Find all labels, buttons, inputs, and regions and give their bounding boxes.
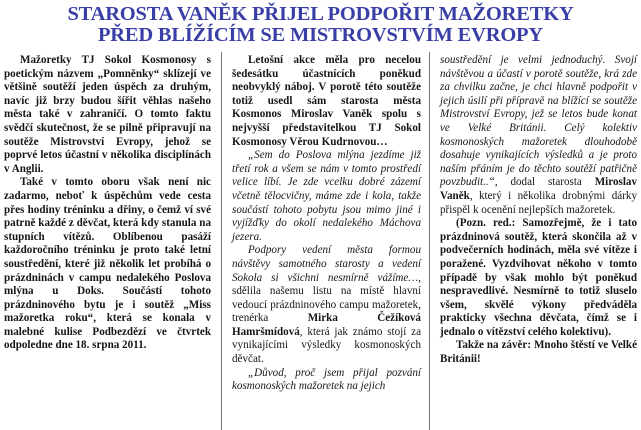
column-2-paragraph-1: Letošní akce měla pro necelou šedesátku účastnících poněkud neobvyklý náboj. V porotě této soutěže totiž usedl sám starosta města Kosmonos Miroslav Vaněk spolu s nejvyšší představitelkou TJ Sokol Kosmonosy Věrou Kudrnovou…: [232, 54, 421, 148]
article-columns: [0, 52, 641, 430]
headline-line-2: PŘED BLÍŽÍCÍM SE MISTROVSTVÍM EVROPY: [97, 24, 543, 46]
mayor-attribution: , dodal starosta: [494, 176, 582, 189]
column-1-paragraph-2: Také v tomto oboru však není nic zadarmo, neboť k úspěchům vede cesta přes hodiny tréninku a dřiny, o čemž ví své patrně každé z děvčat, která kdy stanula na stupních vítězů. Oblíbenou pasáží každoročního tréninku je proto také letní soustředění, které již několik let probíhá o prázdninách v campu nedalekého Poslova mlýna u Doks. Součástí tohoto prázdninového bytu je i soutěž „Miss mažoretka roku“, která se konala v malebné kulise Podbezdězí ve čtvrtek odpoledne dne 18. srpna 2011.: [4, 176, 211, 352]
attribution-end: , která jak známo stojí za vynikajícími výsledky kosmonoských děvčat.: [232, 325, 421, 366]
column-2: [222, 52, 430, 430]
mayor-attribution-end: , který i několika drobnými dárky přispěl k ocenění nejlepších mažoretek.: [440, 189, 637, 216]
quote-continuation: Podpory vedení města formou návštěvy samotného starosty a vedení Sokola si všichni nesmírně vážíme…: [232, 244, 421, 284]
closing-wish: Takže na závěr: Mnoho štěstí ve Velké Británii!: [440, 339, 637, 366]
column-1-paragraph-1: Mažoretky TJ Sokol Kosmonosy s poetickým názvem „Pomněnky“ sklízejí ve většině soutěží jeden úspěch za druhým, navíc již brzy budou šířit věhlas našeho města také v zahraničí. O tomto faktu svědčí skutečnost, že se pilně připravují na soutěže Mistrovství Evropy, jehož se poprvé letos účastní v několika disciplínách v Anglii.: [4, 54, 211, 175]
column-2-quote-2: „Důvod, proč jsem přijal pozvání kosmonoských mažoretek na jejich: [232, 366, 421, 393]
article-headline: [0, 4, 641, 46]
attribution-text: , sdělila našemu listu na místě hlavní vedoucí prázdninového campu mažoretek, trenérka: [232, 271, 421, 325]
trainer-name: Mirka Čežíková Hamršmídová: [232, 312, 421, 338]
mayor-quote: soustředění je velmi jednoduchý. Svojí návštěvou a účastí v porotě soutěže, krá zde za chvilku začne, je chci hlavně podpořit v jejich úsilí při přípravě na blížící se soutěže Mistrovství Evropy, jež se letos bude konat ve Velké Británii. Celý kolektiv kosmonoských mažoretek dlouhodobě dosahuje vynikajících výsledků a je proto naším přáním je do těchto soutěží patřičně povzbudit..“: [440, 54, 637, 189]
editor-note: (Pozn. red.: Samozřejmě, že i tato prázdninová soutěž, která skončila až v podvečerních hodinách, měla své vítěze i poražené. Vyzdvihovat někoho v tomto případě by však mohlo být poněkud nespravedlivé. Nesmírně to totiž sluselo všem, skvělé výkony předváděla prakticky všechna děvčata, čímž se i jednalo o vítězství celého kolektivu).: [440, 217, 637, 338]
column-1: [0, 52, 222, 430]
column-2-quote-1: „Sem do Poslova mlýna jezdíme již třetí rok a všem se nám v tomto prostředí velice líbí. Je zde vcelku dobré zázemí včetně tělocvičny, máme zde i kola, takže součástí tohoto pobytu jsou mimo jiné i vyjížďky do okolí nedalekého Máchova jezera.: [232, 149, 421, 243]
mayor-name: Miroslav Vaněk: [440, 176, 638, 202]
column-3-paragraph-1: [440, 54, 637, 217]
column-3: [430, 52, 641, 430]
headline-line-1: STAROSTA VANĚK PŘIJEL PODPOŘIT MAŽORETKY: [67, 3, 574, 25]
column-2-paragraph-3: [232, 244, 421, 366]
